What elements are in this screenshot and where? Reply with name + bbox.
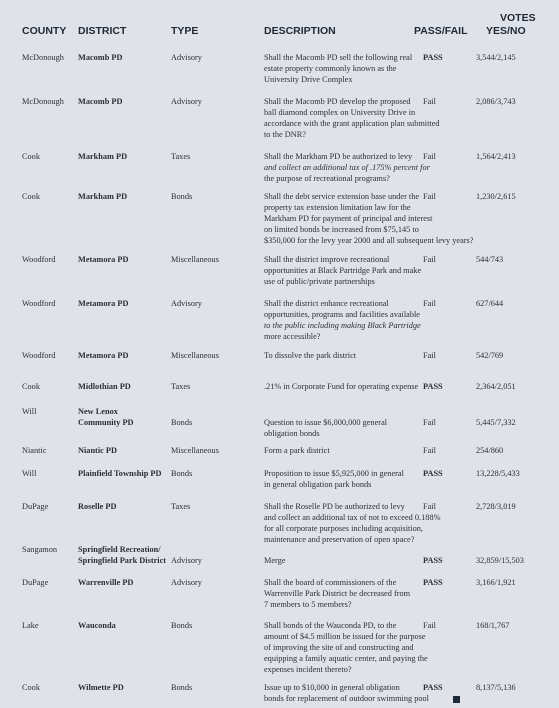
description-cell bbox=[264, 417, 478, 439]
district-cell: Markham PD bbox=[78, 152, 128, 161]
description-line: amount of $4.5 million be issued for the purpose bbox=[264, 632, 426, 641]
result-cell: Fail bbox=[423, 446, 436, 455]
votes-cell: 3,166/1,921 bbox=[476, 578, 516, 587]
description-line: $350,000 for the levy year 2000 and all subsequent levy years? bbox=[264, 236, 474, 245]
votes-cell: 1,230/2,615 bbox=[476, 192, 516, 201]
description-line: to the DNR? bbox=[264, 130, 306, 139]
votes-cell: 13,228/5,433 bbox=[476, 469, 520, 478]
description-line: and collect an additional tax of .175% percent for bbox=[264, 163, 430, 172]
type-cell: Bonds bbox=[171, 621, 193, 630]
description-line: estate property commonly known as the bbox=[264, 64, 397, 73]
district-cell: Niantic PD bbox=[78, 446, 117, 455]
votes-cell: 544/743 bbox=[476, 255, 504, 264]
result-cell: Fail bbox=[423, 351, 436, 360]
district-cell: New Lenox bbox=[78, 407, 118, 416]
county-cell: Cook bbox=[22, 382, 40, 391]
type-cell: Taxes bbox=[171, 152, 191, 161]
header-district: DISTRICT bbox=[78, 25, 127, 37]
district-cell-line2: Springfield Park District bbox=[78, 556, 167, 565]
votes-cell: 168/1,767 bbox=[476, 621, 510, 630]
votes-cell: 8,137/5,136 bbox=[476, 683, 516, 692]
county-cell: Cook bbox=[22, 192, 40, 201]
description-line: expenses incident thereto? bbox=[264, 665, 352, 674]
description-line: opportunities, programs and facilities available bbox=[264, 310, 420, 319]
result-cell: Fail bbox=[423, 255, 436, 264]
type-cell: Advisory bbox=[171, 53, 202, 62]
county-cell: Will bbox=[22, 407, 37, 416]
description-line: Question to issue $6,000,000 general bbox=[264, 418, 388, 427]
description-line: University Drive Complex bbox=[264, 75, 353, 84]
description-cell bbox=[264, 468, 478, 490]
type-cell: Miscellaneous bbox=[171, 255, 219, 264]
description-line: maintenance and preservation of open space? bbox=[264, 535, 415, 544]
description-line: Shall the Macomb PD sell the following real bbox=[264, 53, 413, 62]
votes-cell: 542/769 bbox=[476, 351, 504, 360]
description-line: use of public/private partnerships bbox=[264, 277, 375, 286]
result-cell: Fail bbox=[423, 502, 436, 511]
header-county: COUNTY bbox=[22, 25, 67, 37]
description-line: the purpose of recreational programs? bbox=[264, 174, 390, 183]
type-cell: Advisory bbox=[171, 97, 202, 106]
result-cell: PASS bbox=[423, 683, 443, 692]
result-cell: PASS bbox=[423, 469, 443, 478]
result-cell: PASS bbox=[423, 382, 443, 391]
county-cell: Niantic bbox=[22, 446, 47, 455]
description-line: on limited bonds be increased from $75,145 to bbox=[264, 225, 419, 234]
type-cell: Taxes bbox=[171, 382, 191, 391]
result-cell: PASS bbox=[423, 556, 443, 565]
county-cell: Cook bbox=[22, 152, 40, 161]
county-cell: Lake bbox=[22, 621, 39, 630]
votes-cell: 627/644 bbox=[476, 299, 504, 308]
description-line: Shall the district enhance recreational bbox=[264, 299, 389, 308]
description-cell bbox=[264, 298, 478, 342]
county-cell: DuPage bbox=[22, 502, 49, 511]
description-line: Merge bbox=[264, 556, 286, 565]
description-cell bbox=[264, 191, 478, 246]
description-line: Shall the debt service extension base under the bbox=[264, 192, 420, 201]
county-cell: Cook bbox=[22, 683, 40, 692]
district-cell: Wilmette PD bbox=[78, 683, 124, 692]
result-cell: Fail bbox=[423, 152, 436, 161]
description-line: bonds for replacement of outdoor swimming pool bbox=[264, 694, 429, 703]
county-cell: Will bbox=[22, 469, 37, 478]
county-cell: Woodford bbox=[22, 299, 56, 308]
result-cell: Fail bbox=[423, 621, 436, 630]
district-cell: Roselle PD bbox=[78, 502, 117, 511]
description-line: more accessible? bbox=[264, 332, 321, 341]
result-cell: Fail bbox=[423, 192, 436, 201]
votes-cell: 32,859/15,503 bbox=[476, 556, 524, 565]
description-line: to the public including making Black Partridge bbox=[264, 321, 421, 330]
description-line: Markham PD for payment of principal and interest bbox=[264, 214, 433, 223]
description-line: in general obligation park bonds bbox=[264, 480, 372, 489]
header-pass-fail: PASS/FAIL bbox=[414, 25, 468, 37]
type-cell: Advisory bbox=[171, 578, 202, 587]
description-cell bbox=[264, 254, 478, 287]
district-cell: Wauconda bbox=[78, 621, 116, 630]
result-cell: PASS bbox=[423, 578, 443, 587]
description-line: Shall the Macomb PD develop the proposed bbox=[264, 97, 411, 106]
description-line: obligation bonds bbox=[264, 429, 320, 438]
description-line: Shall the Markham PD be authorized to levy bbox=[264, 152, 413, 161]
description-cell bbox=[264, 577, 478, 610]
result-cell: PASS bbox=[423, 53, 443, 62]
description-cell bbox=[264, 445, 478, 456]
county-cell: DuPage bbox=[22, 578, 49, 587]
district-cell: Metamora PD bbox=[78, 255, 129, 264]
description-line: Form a park district bbox=[264, 446, 330, 455]
result-cell: Fail bbox=[423, 299, 436, 308]
description-line: Shall the district improve recreational bbox=[264, 255, 390, 264]
county-cell: Sangamon bbox=[22, 545, 58, 554]
district-cell-line2: Community PD bbox=[78, 418, 134, 427]
description-cell bbox=[264, 350, 478, 361]
district-cell: Markham PD bbox=[78, 192, 128, 201]
district-cell: Metamora PD bbox=[78, 299, 129, 308]
votes-cell: 2,728/3,019 bbox=[476, 502, 516, 511]
votes-cell: 254/860 bbox=[476, 446, 504, 455]
type-cell: Bonds bbox=[171, 469, 193, 478]
description-line: property tax extension limitation law for the bbox=[264, 203, 411, 212]
district-cell: Plainfield Township PD bbox=[78, 469, 162, 478]
result-cell: Fail bbox=[423, 418, 436, 427]
description-cell bbox=[264, 52, 478, 85]
header-description: DESCRIPTION bbox=[264, 25, 336, 37]
description-line: Shall the Roselle PD be authorized to levy bbox=[264, 502, 405, 511]
description-line: equipping a family aquatic center, and paying the bbox=[264, 654, 428, 663]
votes-cell: 3,544/2,145 bbox=[476, 53, 516, 62]
type-cell: Miscellaneous bbox=[171, 446, 219, 455]
type-cell: Bonds bbox=[171, 683, 193, 692]
description-line: 7 members to 5 members? bbox=[264, 600, 352, 609]
district-cell: Macomb PD bbox=[78, 97, 123, 106]
header-type: TYPE bbox=[171, 25, 199, 37]
description-line: and collect an additional tax of not to exceed 0.188% bbox=[264, 513, 441, 522]
county-cell: Woodford bbox=[22, 351, 56, 360]
type-cell: Taxes bbox=[171, 502, 191, 511]
county-cell: McDonough bbox=[22, 53, 64, 62]
description-line: To dissolve the park district bbox=[264, 351, 357, 360]
votes-cell: 5,445/7,332 bbox=[476, 418, 516, 427]
district-cell: Midlothian PD bbox=[78, 382, 131, 391]
votes-cell: 2,364/2,051 bbox=[476, 382, 516, 391]
description-line: Issue up to $10,000 in general obligation bbox=[264, 683, 400, 692]
type-cell: Advisory bbox=[171, 556, 202, 565]
type-cell: Bonds bbox=[171, 192, 193, 201]
description-line: of improving the site of and constructing and bbox=[264, 643, 414, 652]
description-line: Warrenville Park District be decreased from bbox=[264, 589, 411, 598]
header-yes-no: YES/NO bbox=[486, 25, 526, 37]
description-cell bbox=[264, 682, 478, 704]
description-cell bbox=[264, 151, 478, 184]
description-cell bbox=[264, 501, 478, 545]
district-cell: Macomb PD bbox=[78, 53, 123, 62]
description-cell bbox=[264, 620, 478, 675]
county-cell: McDonough bbox=[22, 97, 64, 106]
description-line: .21% in Corporate Fund for operating expense bbox=[264, 382, 419, 391]
table-header bbox=[0, 0, 559, 40]
type-cell: Miscellaneous bbox=[171, 351, 219, 360]
description-line: Shall the board of commissioners of the bbox=[264, 578, 397, 587]
header-votes: VOTES bbox=[500, 12, 536, 24]
district-cell: Warrenville PD bbox=[78, 578, 134, 587]
result-cell: Fail bbox=[423, 97, 436, 106]
district-cell: Metamora PD bbox=[78, 351, 129, 360]
county-cell: Woodford bbox=[22, 255, 56, 264]
votes-cell: 1,564/2,413 bbox=[476, 152, 516, 161]
description-line: Proposition to issue $5,925,000 in general bbox=[264, 469, 404, 478]
description-line: ball diamond complex on University Drive in bbox=[264, 108, 416, 117]
type-cell: Bonds bbox=[171, 418, 193, 427]
description-cell bbox=[264, 555, 478, 566]
votes-cell: 2,086/3,743 bbox=[476, 97, 516, 106]
description-cell bbox=[264, 96, 478, 140]
description-line: accordance with the grant application plan submitted bbox=[264, 119, 440, 128]
description-line: Shall bonds of the Wauconda PD, to the bbox=[264, 621, 397, 630]
description-cell bbox=[264, 381, 478, 392]
description-line: for all corporate purposes including acquisition, bbox=[264, 524, 423, 533]
end-of-article-mark bbox=[453, 696, 460, 703]
description-line: opportunities at Black Partridge Park and make bbox=[264, 266, 422, 275]
type-cell: Advisory bbox=[171, 299, 202, 308]
district-cell: Springfield Recreation/ bbox=[78, 545, 161, 554]
